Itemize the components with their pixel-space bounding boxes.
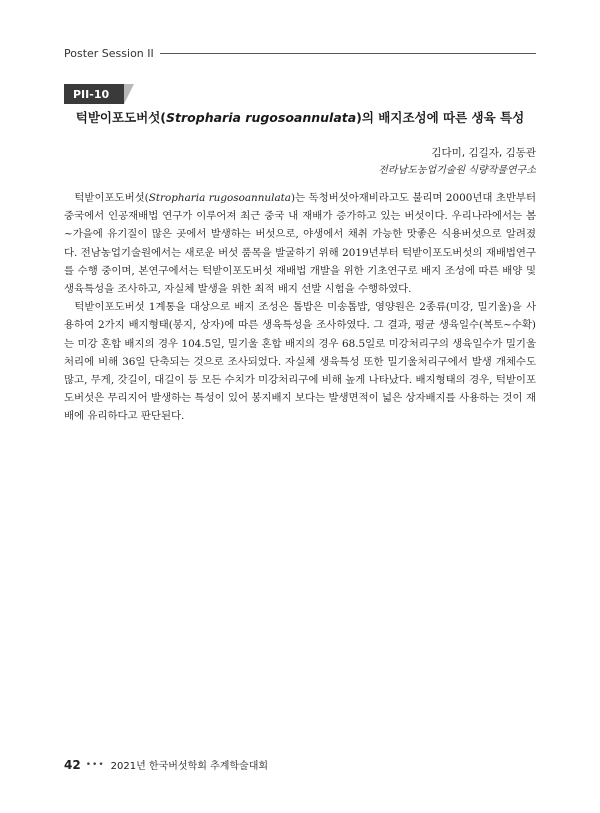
running-header bbox=[64, 47, 536, 60]
title-scientific-name: Stropharia rugosoannulata bbox=[166, 110, 357, 125]
page-footer bbox=[64, 757, 268, 772]
abstract-paragraph-2: 턱받이포도버섯 1계통을 대상으로 배지 조성은 톱밥은 미송톱밥, 영양원은 2종류(미강, 밀기울)을 사용하여 2가지 배지형태(봉지, 상자)에 따른 생육특성을 조사하였다. 그 결과, 평균 생육일수(복토~수확)는 미강 혼합 배지의 경우 104.5일, 밀기울 혼합 배지의 경우 68.5일로 미강처리구의 생육일수가 밀기울처리에 비해 36일 단축되는 것으로 조사되었다. 자실체 생육특성 또한 밀기울처리구에서 발생 개체수도 많고, 무게, 갓길이, 대길이 등 모든 수치가 미강처리구에 비해 높게 나타났다. 배지형태의 경우, 턱받이포도버섯은 무리지어 발생하는 특성이 있어 봉지배지 보다는 발생면적이 넓은 상자배지를 사용하는 것이 재배에 유리하다고 판단된다. bbox=[64, 301, 536, 423]
abstract-body bbox=[64, 189, 536, 426]
p1-lead: 턱받이포도버섯( bbox=[74, 192, 149, 204]
header-session-label: Poster Session II bbox=[64, 47, 154, 60]
poster-id-label: PII-10 bbox=[73, 87, 110, 101]
title-prefix: 턱받이포도버섯( bbox=[75, 110, 167, 125]
badge-tail-decoration bbox=[124, 84, 134, 104]
page-number: 42 bbox=[64, 757, 81, 772]
header-rule bbox=[160, 53, 536, 54]
conference-name: 2021년 한국버섯학회 추계학술대회 bbox=[110, 761, 269, 772]
p1-scientific-name: Stropharia rugosoannulata bbox=[148, 192, 292, 204]
p1-text: )는 독청버섯아재비라고도 불리며 2000년대 초반부터 중국에서 인공재배법 연구가 이루어져 최근 중국 내 재배가 증가하고 있는 버섯이다. 우리나라에서는 봄~가을에 유기질이 많은 곳에서 발생하는 버섯으로, 야생에서 채취 가능한 맛좋은 식용버섯으로 알려졌다. 전남농업기술원에서는 새로운 버섯 품목을 발굴하기 위해 2019년부터 턱받이포도버섯의 재배법연구를 수행 중이며, 본연구에서는 턱받이포도버섯 재배법 개발을 위한 기초연구로 배지 조성에 따른 배양 및 생육특성을 조사하고, 자실체 발생을 위한 최적 배지 선발 시험을 수행하였다. bbox=[64, 192, 536, 296]
author-list: 김다미, 김길자, 김동관 bbox=[431, 147, 536, 159]
paper-title bbox=[64, 108, 536, 126]
title-suffix: )의 배지조성에 따른 생육 특성 bbox=[356, 110, 525, 125]
author-affiliation: 전라남도농업기술원 식량작물연구소 bbox=[378, 165, 536, 176]
abstract-paragraph-1 bbox=[64, 189, 536, 298]
footer-dots: ••• bbox=[85, 759, 105, 770]
poster-id-badge bbox=[64, 84, 124, 104]
